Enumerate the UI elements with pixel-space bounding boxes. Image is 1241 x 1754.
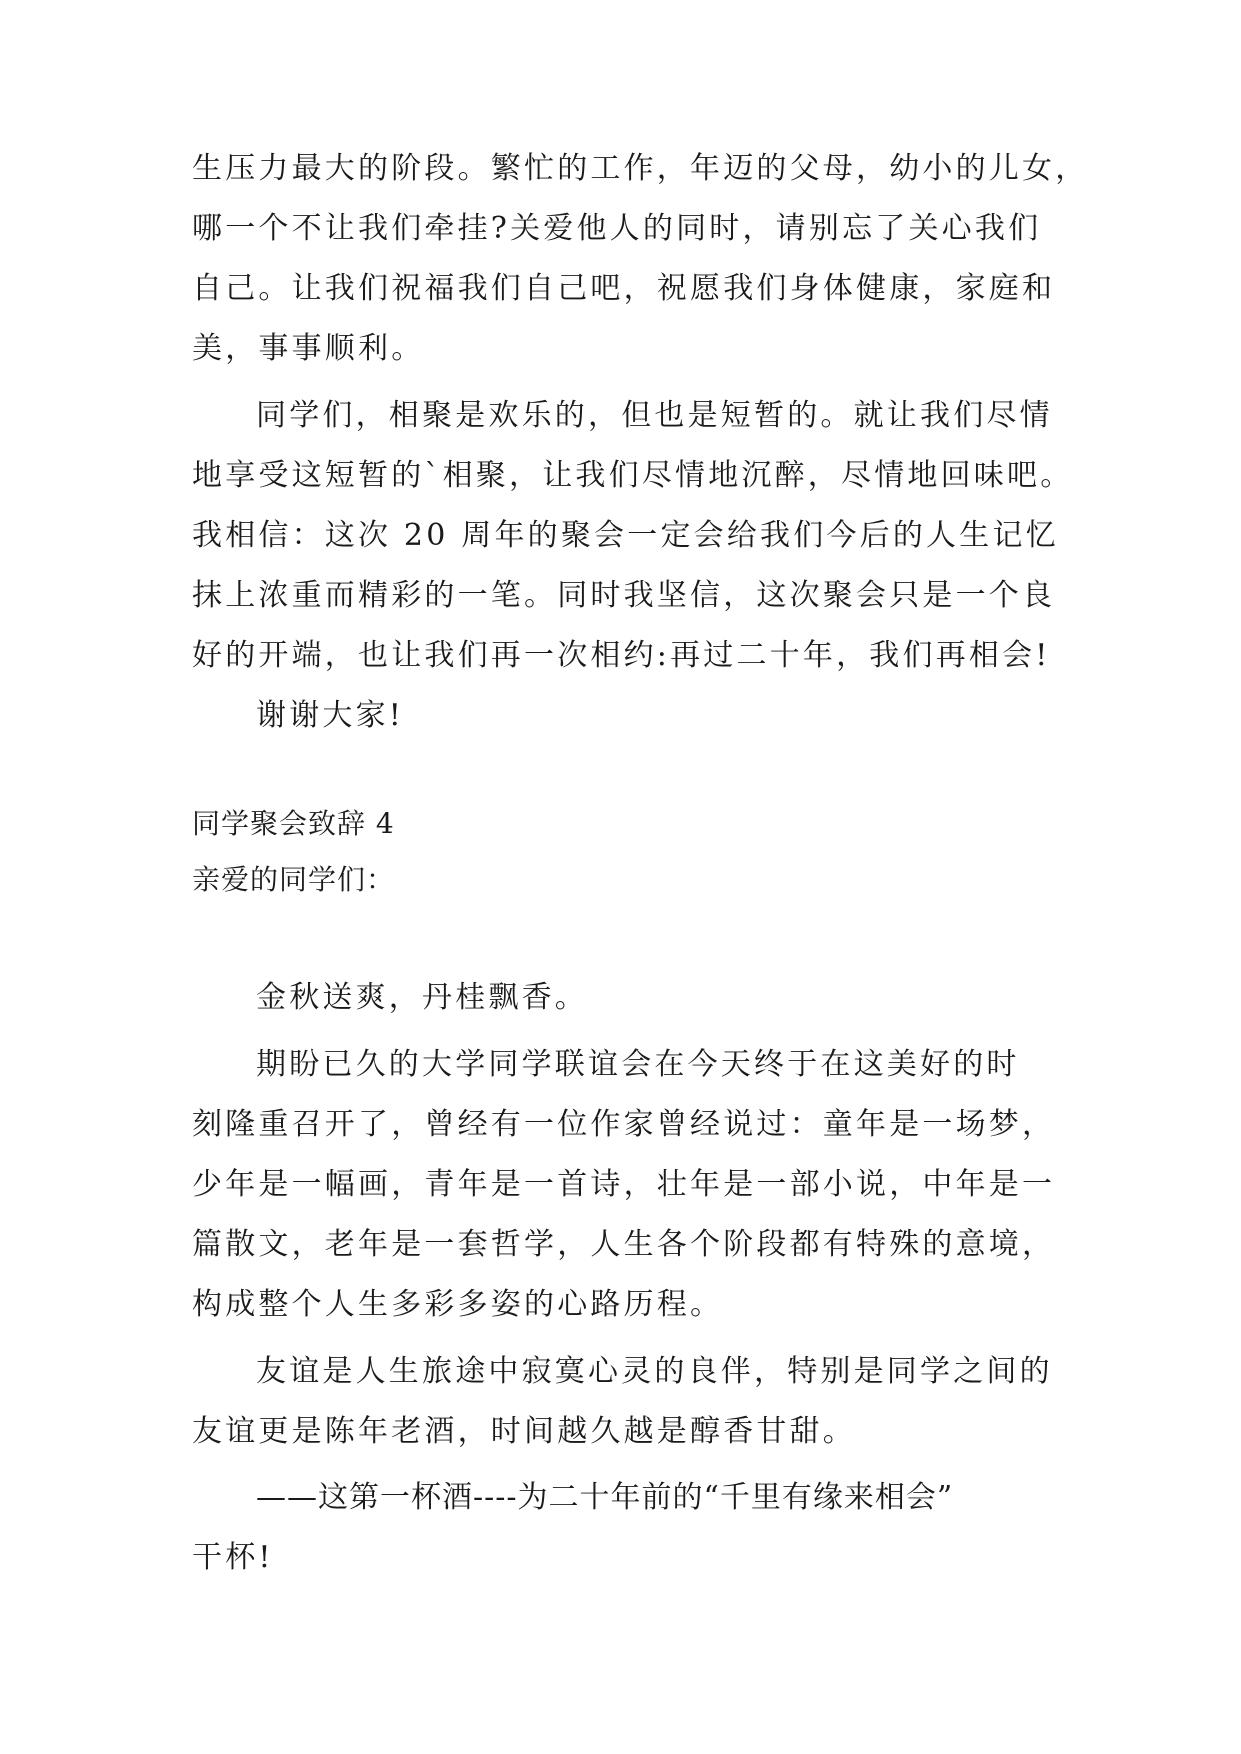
body-text-line: 谢谢大家! (256, 698, 405, 733)
body-text-line: 刻隆重召开了，曾经有一位作家曾经说过：童年是一场梦， (192, 1107, 1056, 1142)
body-text-line: 好的开端，也让我们再一次相约:再过二十年，我们再相会! (192, 638, 1051, 673)
body-text-line: 少年是一幅画，青年是一首诗，壮年是一部小说，中年是一 (192, 1167, 1056, 1202)
salutation: 亲爱的同学们： (192, 863, 396, 896)
body-text-line: 地享受这短暂的`相聚，让我们尽情地沉醉，尽情地回味吧。 (192, 458, 1074, 493)
body-text-line: 美，事事顺利。 (192, 331, 425, 366)
body-text-line: 友谊更是陈年老酒，时间越久越是醇香甘甜。 (192, 1414, 856, 1449)
body-text-line: 干杯! (192, 1540, 274, 1575)
section-title: 同学聚会致辞 4 (192, 807, 395, 840)
body-text-line: 金秋送爽，丹桂飘香。 (256, 980, 588, 1015)
body-text-line: 同学们，相聚是欢乐的，但也是短暂的。就让我们尽情 (256, 398, 1053, 433)
body-text-line: 篇散文，老年是一套哲学，人生各个阶段都有特殊的意境， (192, 1227, 1056, 1262)
body-text-line: 哪一个不让我们牵挂?关爱他人的同时，请别忘了关心我们 (192, 211, 1042, 246)
body-text-line: 期盼已久的大学同学联谊会在今天终于在这美好的时 (256, 1047, 1020, 1082)
body-text-line: 友谊是人生旅途中寂寞心灵的良伴，特别是同学之间的 (256, 1354, 1053, 1389)
body-text-line: ——这第一杯酒----为二十年前的“千里有缘来相会” (256, 1480, 954, 1515)
body-text-line: 自己。让我们祝福我们自己吧，祝愿我们身体健康，家庭和 (192, 271, 1056, 306)
body-text-line: 我相信：这次 20 周年的聚会一定会给我们今后的人生记忆 (192, 518, 1059, 553)
body-text-line: 抹上浓重而精彩的一笔。同时我坚信，这次聚会只是一个良 (192, 578, 1056, 613)
body-text-line: 构成整个人生多彩多姿的心路历程。 (192, 1287, 724, 1322)
body-text-line: 生压力最大的阶段。繁忙的工作，年迈的父母，幼小的儿女， (192, 151, 1089, 186)
